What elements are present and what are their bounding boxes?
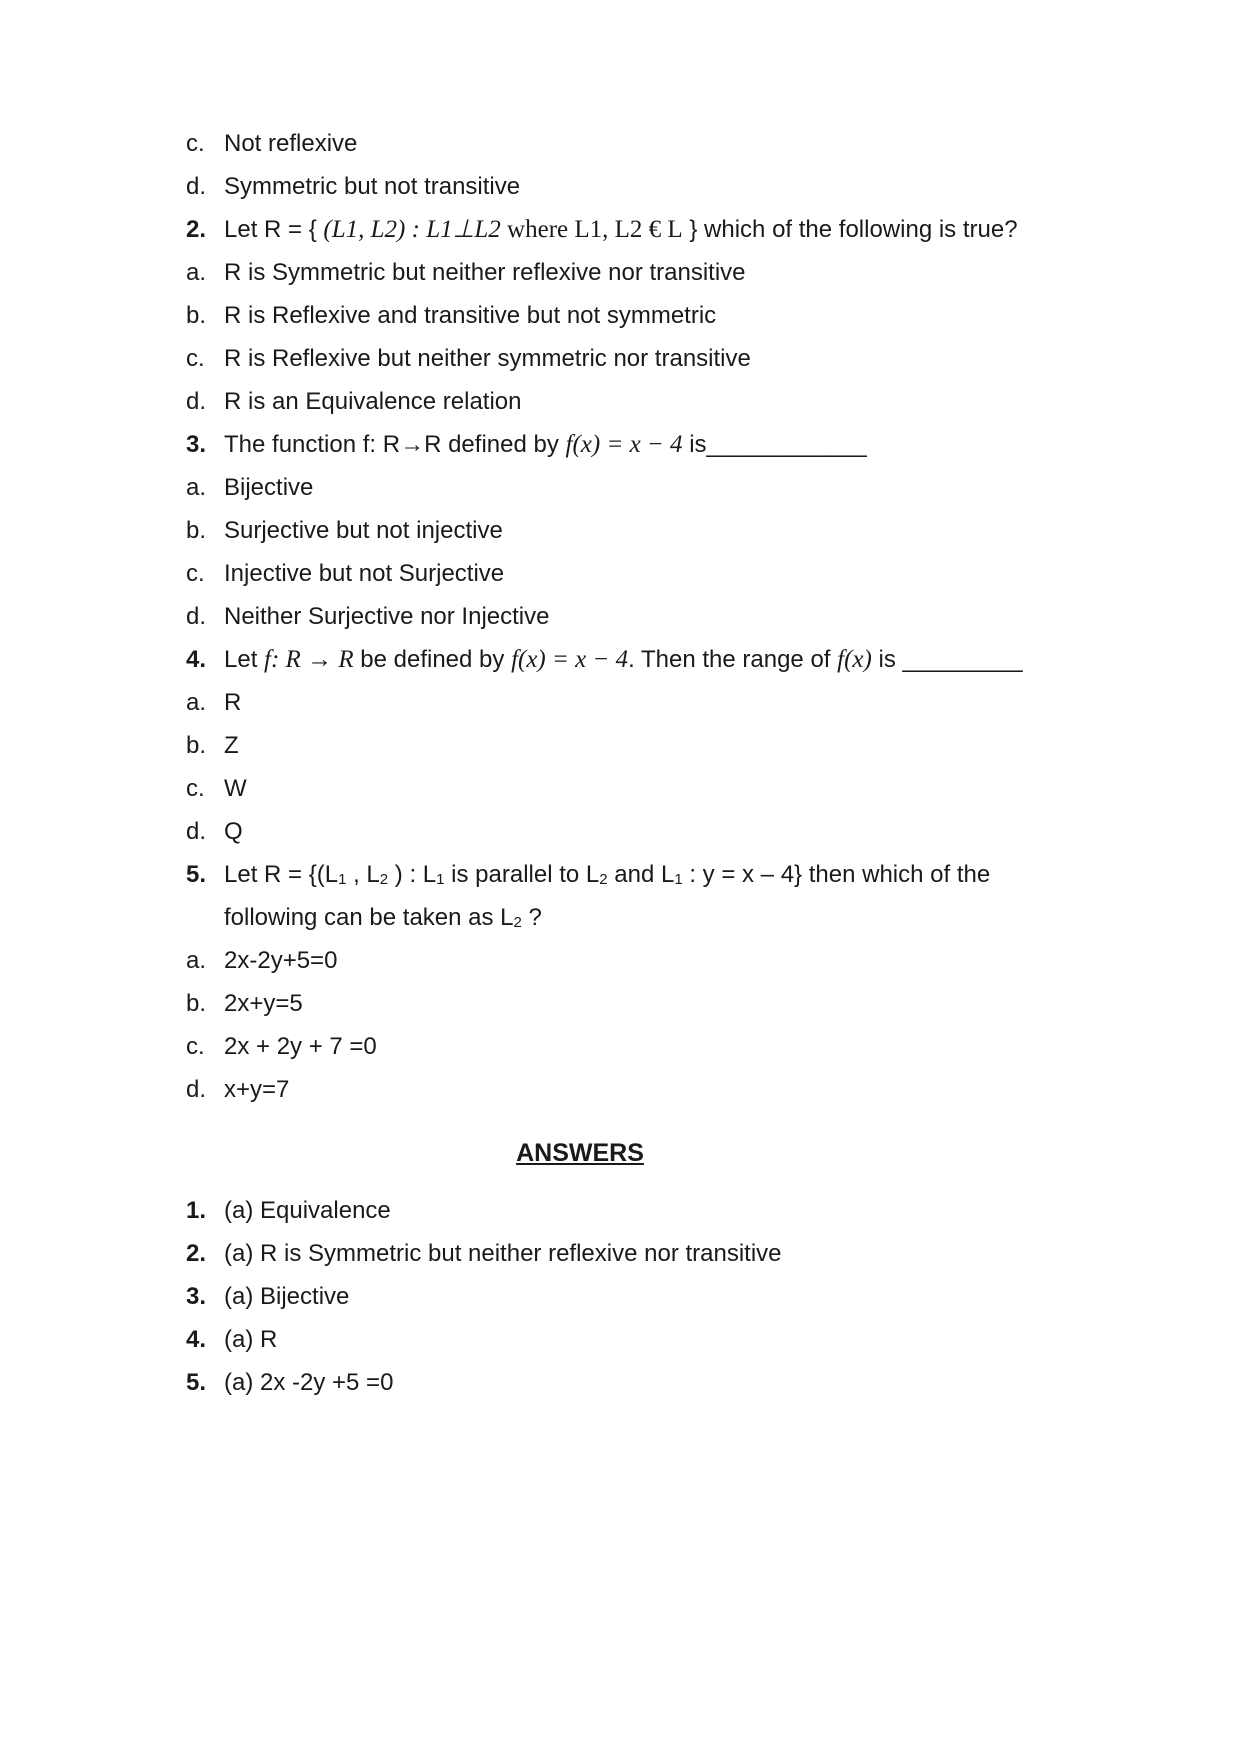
option-label: d. [186,1076,207,1103]
option-label: b. [186,517,207,544]
q4-option-a [186,688,241,718]
option-text: Bijective [224,474,314,501]
answer-number: 3. [186,1283,207,1310]
question-4 [186,645,1023,675]
option-text: W [224,775,247,802]
q5-option-b [186,989,303,1019]
q4-post: is _________ [871,646,1023,673]
option-text: Z [224,732,239,759]
q5-text: Let R = {(L [224,861,339,888]
option-text: x+y=7 [224,1076,290,1103]
option-label: a. [186,947,207,974]
q3-option-c [186,559,504,589]
q4-option-b [186,731,239,761]
option-label: c. [186,775,205,802]
option-label: b. [186,990,207,1017]
q1-option-c [186,129,357,159]
answer-4 [186,1325,277,1355]
q2-option-b [186,301,716,331]
option-text: 2x-2y+5=0 [224,947,338,974]
q4-math-3: f(x) [837,646,872,673]
option-label: c. [186,1033,205,1060]
q5-option-d [186,1075,289,1105]
option-label: c. [186,560,205,587]
question-2 [186,215,1018,245]
option-text: Surjective but not injective [224,517,503,544]
option-text: Q [224,818,243,845]
option-text: R is Symmetric but neither reflexive nor transitive [224,259,746,286]
q5-option-c [186,1032,377,1062]
q5-text: : y = x – 4} then which of the [682,861,991,888]
q2-pair: (L1, L2) : [323,216,427,243]
question-5-line-2 [186,903,542,938]
answer-text: (a) Bijective [224,1283,350,1310]
answer-2 [186,1239,782,1269]
option-label: b. [186,732,207,759]
q4-math-2: f(x) = x − 4 [511,646,629,673]
q3-pre: The function f: R→R defined by [224,431,566,458]
q5-text: following can be taken as L [224,904,514,931]
q4-mid-1: be defined by [353,646,512,673]
answer-3 [186,1282,349,1312]
option-text: Injective but not Surjective [224,560,505,587]
answer-text: (a) R [224,1326,278,1353]
option-text: R is Reflexive and transitive but not symmetric [224,302,717,329]
q2-pre: Let R = { [224,216,324,243]
answer-number: 2. [186,1240,207,1267]
q1-option-d [186,172,520,202]
q4-pre: Let [224,646,265,673]
option-label: d. [186,173,207,200]
answer-text: (a) R is Symmetric but neither reflexive nor transitive [224,1240,782,1267]
q3-option-a [186,473,313,503]
q4-option-d [186,817,243,847]
option-text: Not reflexive [224,130,358,157]
q5-text: ) : L [388,861,437,888]
q5-text: is parallel to L [444,861,600,888]
q2-option-c [186,344,751,374]
option-text: 2x + 2y + 7 =0 [224,1033,377,1060]
option-text: Symmetric but not transitive [224,173,521,200]
question-number: 3. [186,431,207,458]
q4-option-c [186,774,247,804]
q3-option-d [186,602,549,632]
q3-post: is____________ [682,431,867,458]
option-text: R is Reflexive but neither symmetric nor transitive [224,345,751,372]
answer-1 [186,1196,391,1226]
option-text: R [224,689,242,716]
subscript: 1 [338,871,347,888]
q2-condition: where L1, L2 € L [500,216,683,243]
question-5 [186,860,990,895]
answer-number: 1. [186,1197,207,1224]
q2-post: } which of the following is true? [682,216,1018,243]
option-text: R is an Equivalence relation [224,388,522,415]
question-3 [186,430,867,460]
subscript: 1 [674,871,683,888]
option-label: b. [186,302,207,329]
q5-text: , L [346,861,380,888]
option-label: d. [186,603,207,630]
q4-mid-2: . Then the range of [628,646,838,673]
answer-text: (a) Equivalence [224,1197,391,1224]
option-label: a. [186,474,207,501]
subscript: 2 [379,871,389,888]
option-label: d. [186,388,207,415]
question-number: 2. [186,216,207,243]
option-label: a. [186,689,207,716]
answer-number: 4. [186,1326,207,1353]
answers-heading: ANSWERS [516,1139,644,1167]
answer-number: 5. [186,1369,207,1396]
answer-text: (a) 2x -2y +5 =0 [224,1369,394,1396]
q5-text: and L [607,861,675,888]
option-label: a. [186,259,207,286]
q5-text: ? [521,904,542,931]
q3-option-b [186,516,503,546]
q3-math: f(x) = x − 4 [565,431,683,458]
option-label: c. [186,130,205,157]
subscript: 1 [436,871,445,888]
option-label: c. [186,345,205,372]
question-number: 5. [186,861,207,888]
subscript: 2 [599,871,608,888]
q5-option-a [186,946,337,976]
option-text: 2x+y=5 [224,990,303,1017]
subscript: 2 [513,914,522,931]
q4-math-1: f: R → R [264,646,354,673]
q2-option-d [186,387,522,417]
answer-5 [186,1368,393,1398]
option-label: d. [186,818,207,845]
q2-relation: L1⊥L2 [426,216,501,243]
q2-option-a [186,258,746,288]
option-text: Neither Surjective nor Injective [224,603,550,630]
question-number: 4. [186,646,207,673]
